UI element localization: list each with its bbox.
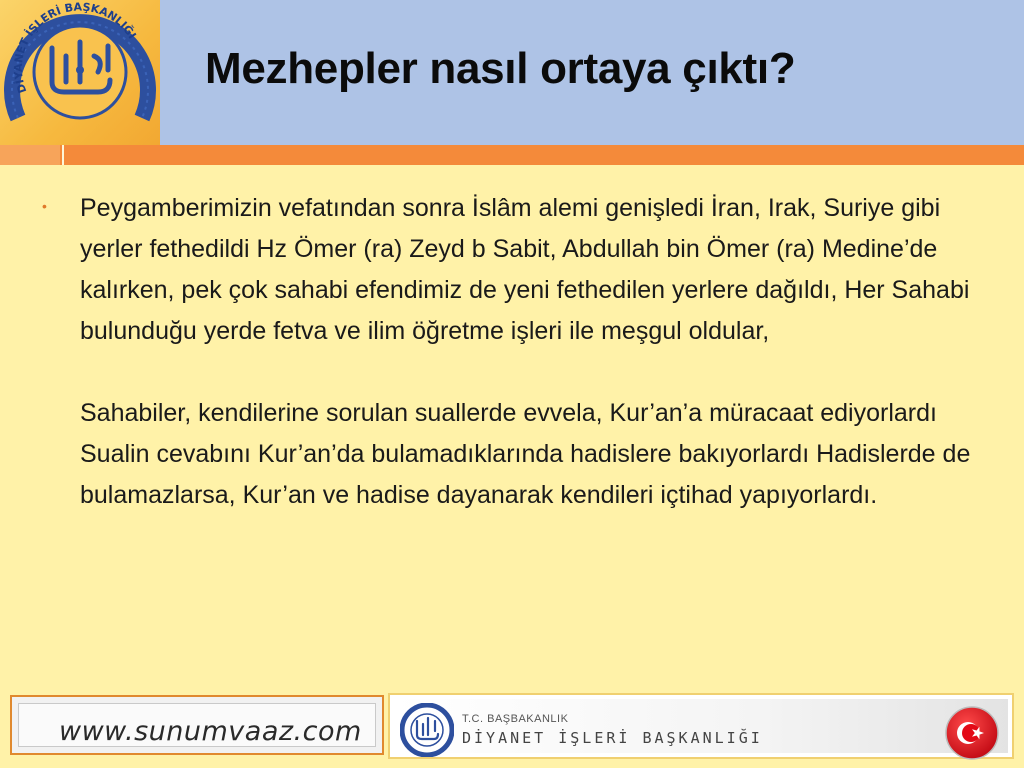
org-name-label: DİYANET İŞLERİ BAŞKANLIĞI bbox=[462, 729, 763, 747]
turkish-flag-icon bbox=[944, 705, 1000, 761]
diyanet-logo bbox=[0, 0, 160, 145]
accent-divider bbox=[62, 145, 64, 165]
bullet-icon: • bbox=[42, 198, 47, 214]
paragraph-1: Peygamberimizin vefatından sonra İslâm alemi genişledi İran, Irak, Suriye gibi yerler fethedildi Hz Ömer (ra) Zeyd b Sabit, Abdullah bin Ömer (ra) Medine’de kalırken, pek çok sahabi efendimiz de yeni fethedilen yerlere dağıldı, Her Sahabi bulunduğu yerde fetva ve ilim öğretme işleri ile meşgul oldular, bbox=[80, 194, 970, 345]
paragraph-2: Sahabiler, kendilerine sorulan suallerde evvela, Kur’an’a müracaat ediyorlardı Sualin cevabını Kur’an’da bulamadıklarında hadislere bakıyorlardı Hadislerde de bulamazlarsa, Kur’an ve hadise dayanarak kendileri içtihad yapıyorlardı. bbox=[80, 399, 971, 509]
org-parent-label: T.C. BAŞBAKANLIK bbox=[462, 713, 569, 725]
accent-bar-left-segment bbox=[0, 145, 60, 165]
website-banner-inner bbox=[18, 703, 376, 747]
paragraph-gap bbox=[80, 352, 980, 393]
slide-body bbox=[80, 188, 980, 516]
small-diyanet-logo-icon bbox=[400, 703, 454, 757]
logo-ring-text: DİYANET İŞLERİ BAŞKANLIĞI bbox=[11, 0, 139, 95]
slide-title: Mezhepler nasıl ortaya çıktı? bbox=[205, 44, 796, 93]
website-banner[interactable] bbox=[10, 695, 384, 755]
diyanet-logo-icon bbox=[0, 0, 160, 145]
website-link[interactable]: www.sunumvaaz.com bbox=[59, 716, 362, 747]
organization-banner-inner bbox=[394, 699, 1008, 753]
organization-banner bbox=[388, 693, 1014, 759]
accent-bar bbox=[0, 145, 1024, 165]
